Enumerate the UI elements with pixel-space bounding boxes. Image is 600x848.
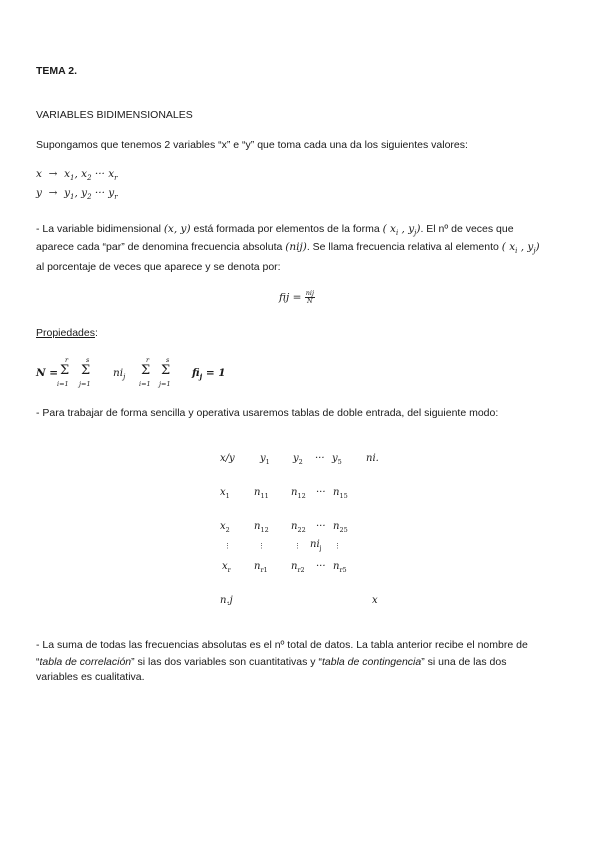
cell-dots-1: ··· (316, 487, 326, 498)
def-text-1b: está formada por elementos de la forma (193, 223, 380, 235)
cell-nr2: $n_{r2}$ (291, 561, 305, 574)
correlation-table (210, 448, 410, 613)
table-header-xy: x/y (220, 453, 235, 464)
element-xi-yj-formula-2: ( $x_i$ , $y_j$) (501, 241, 540, 255)
table-header-ni: ni. (366, 453, 379, 464)
properties-label: Propiedades (36, 327, 95, 339)
cell-nr5: $n_{r5}$ (333, 561, 347, 574)
cell-nij: $ni_j$ (310, 539, 322, 552)
definition-line-3: al porcentaje de veces que aparece y se denota por: (36, 261, 281, 273)
element-xi-yj-formula: ( $x_i$ , $y_j$) (382, 223, 421, 237)
y-values-formula: $y \to y_1$, $y_2$ ··· $y_r$ (36, 187, 118, 201)
section-heading: VARIABLES BIDIMENSIONALES (36, 109, 193, 121)
cell-total-x: x (372, 595, 378, 606)
cell-n12-row2: $n_{12}$ (254, 521, 269, 534)
concl-text-2c: ” si una de las dos (421, 656, 507, 668)
table-header-y1: $y_1$ (260, 453, 270, 466)
table-intro: - Para trabajar de forma sencilla y operativa usaremos tablas de doble entrada, del siguiente modo: (36, 407, 499, 419)
intro-paragraph: Supongamos que tenemos 2 variables “x” e “y” que toma cada una da los siguientes valores: (36, 139, 468, 151)
def-text-1c: . El nº de veces que (420, 223, 514, 235)
vdots-4: ⋮ (334, 542, 341, 550)
conclusion-line-2 (36, 655, 506, 669)
conclusion-line-3: variables es cualitativa. (36, 671, 145, 683)
cell-nr1: $n_{r1}$ (254, 561, 268, 574)
properties-colon: : (94, 327, 98, 339)
page-title: TEMA 2. (36, 65, 78, 77)
cell-n12: $n_{12}$ (291, 487, 306, 500)
concl-italic-correlacion: tabla de correlación (39, 656, 132, 668)
row-x1-label: $x_1$ (220, 487, 230, 500)
cell-n25: $n_{25}$ (333, 521, 348, 534)
cell-n22: $n_{22}$ (291, 521, 306, 534)
concl-italic-contingencia: tabla de contingencia (321, 656, 422, 668)
table-header-dots: ··· (315, 453, 325, 464)
sum-formula: N = r Σ i=1 s Σ j=1 $ni_j$ r Σ i=1 s Σ j=1 $fi_j = 1$ (36, 356, 226, 388)
row-nj-label: n.j (220, 595, 233, 606)
cell-n11: $n_{11}$ (254, 487, 269, 500)
table-header-y2: $y_2$ (293, 453, 303, 466)
conclusion-line-1: - La suma de todas las frecuencias absolutas es el nº total de datos. La tabla anterior recibe el nombre de (36, 639, 528, 651)
table-header-y5: $y_5$ (332, 453, 342, 466)
vdots-2: ⋮ (258, 542, 265, 550)
row-x2-label: $x_2$ (220, 521, 230, 534)
definition-line-1 (36, 222, 514, 237)
vdots-1: ⋮ (224, 542, 231, 550)
fij-formula: fij = $\frac{\text{nij}}{N}$ (279, 289, 315, 305)
pair-xy-formula: (x, y) (163, 223, 191, 235)
def-text-2a: aparece cada “par” de denomina frecuencia absoluta (36, 241, 283, 253)
def-text-1a: - La variable bidimensional (36, 223, 161, 235)
x-values-formula: $x \to x_1$, $x_2$ ··· $x_r$ (36, 168, 118, 182)
vdots-3: ⋮ (294, 542, 301, 550)
cell-dots-2: ··· (316, 521, 326, 532)
properties-heading (36, 326, 98, 340)
concl-quote-open: “ (36, 656, 40, 668)
row-xr-label: $x_r$ (222, 561, 231, 574)
concl-text-2b: ” si las dos variables son cuantitativas y “ (131, 656, 322, 668)
cell-dots-3: ··· (316, 561, 326, 572)
cell-n15: $n_{15}$ (333, 487, 348, 500)
def-text-2b: . Se llama frecuencia relativa al elemento (306, 241, 499, 253)
definition-line-2 (36, 240, 540, 255)
nij-formula: (nij) (285, 241, 307, 253)
